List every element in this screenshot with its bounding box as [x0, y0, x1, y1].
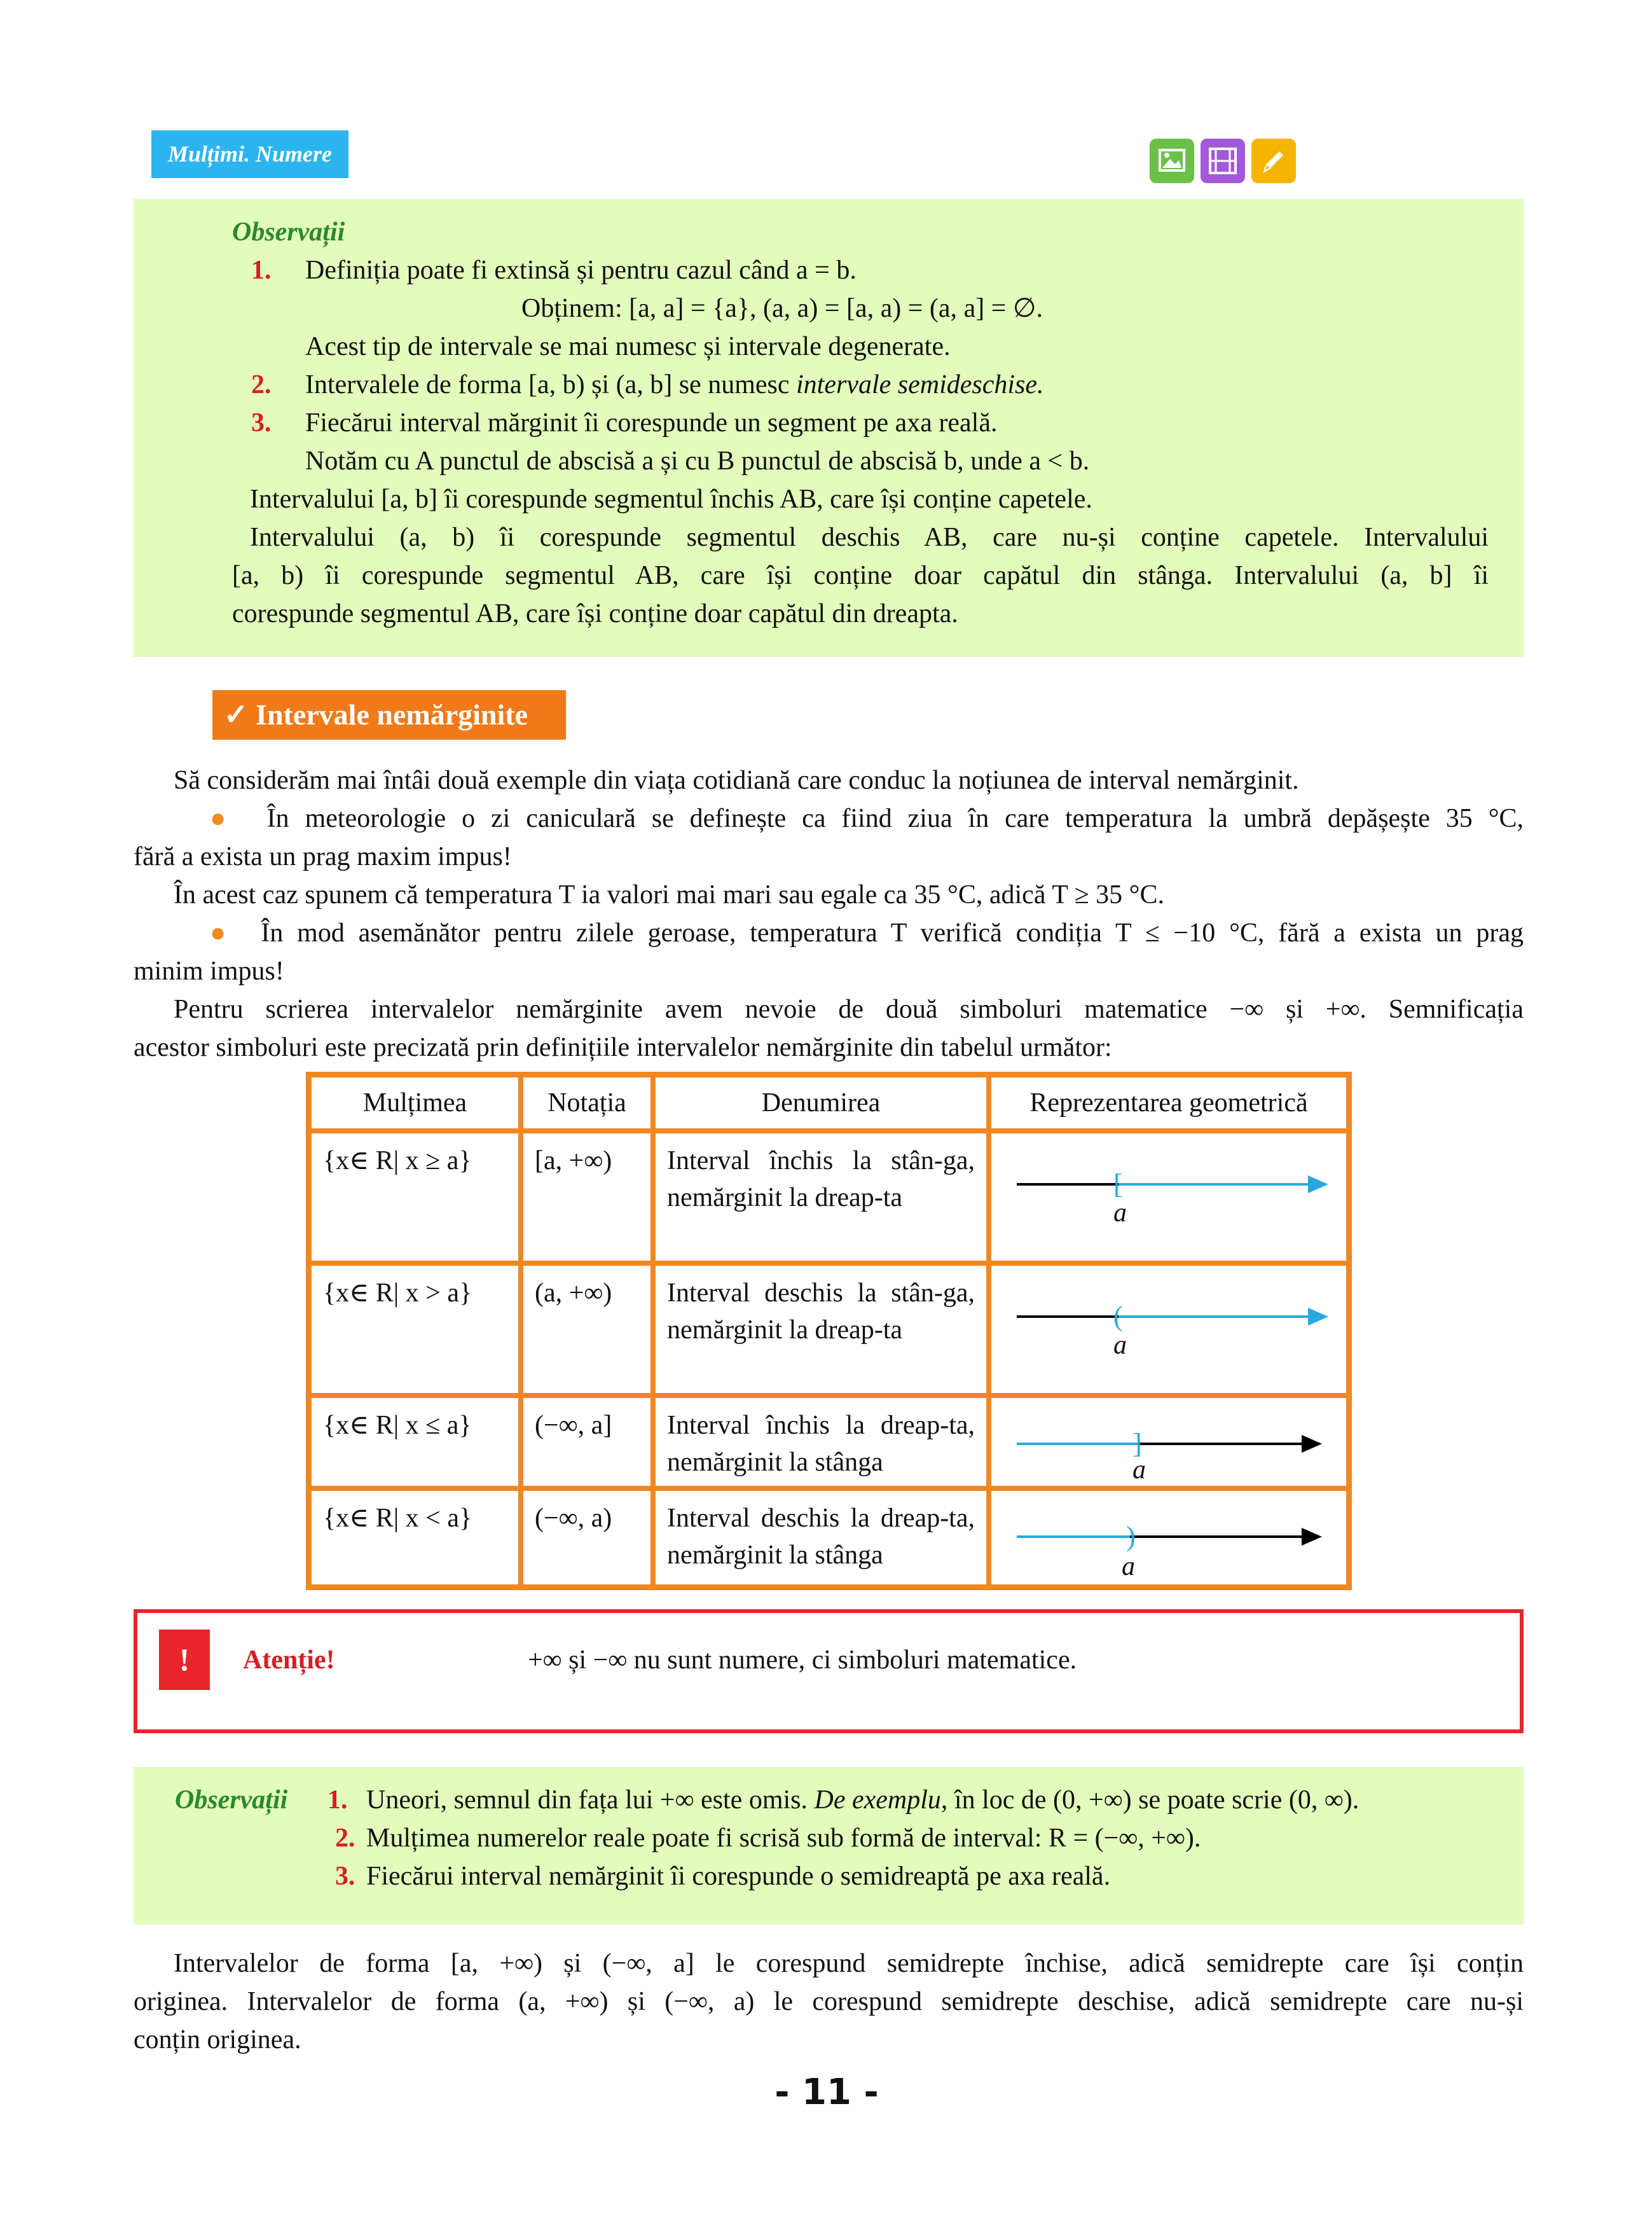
paragraph: Intervalului [a, b] îi corespunde segmentul închis AB, care își conține capetele.	[250, 485, 1092, 514]
bracket-mark: (	[1113, 1301, 1123, 1332]
point-label: a	[1132, 1455, 1146, 1485]
item-formula: Obținem: [a, a] = {a}, (a, a) = [a, a) = (a, a] = ∅.	[521, 294, 1043, 323]
exclamation-icon: !	[159, 1630, 210, 1690]
item-text: Fiecărui interval mărginit îi corespunde un segment pe axa reală.	[305, 408, 998, 438]
item-number: 2.	[335, 1824, 355, 1853]
point-label: a	[1113, 1331, 1127, 1360]
table-cell-name: Interval închis la dreap-ta, nemărginit la stânga	[656, 1398, 986, 1486]
paragraph: Intervalului (a, b) îi corespunde segmentul deschis AB, care nu-și conține capetele. Intervalului	[250, 523, 1489, 552]
table-cell-set: {x∈ R| x < a}	[312, 1491, 518, 1584]
table-cell-name: Interval deschis la dreap-ta, nemărginit la stânga	[656, 1491, 986, 1584]
table-header: Denumirea	[656, 1077, 986, 1128]
paragraph: [a, b) îi corespunde segmentul AB, care își conține doar capătul din stânga. Intervalului (a, b] îi	[232, 561, 1489, 590]
item-number: 1.	[327, 1785, 348, 1815]
table-cell-name: Interval deschis la stân-ga, nemărginit la dreap-ta	[656, 1266, 986, 1393]
table-cell-notation: (−∞, a]	[523, 1398, 650, 1486]
table-header: Notația	[523, 1077, 650, 1128]
item-text: Definiția poate fi extinsă și pentru cazul când a = b.	[305, 256, 857, 285]
paragraph: corespunde segmentul AB, care își conține doar capătul din dreapta.	[232, 599, 958, 628]
table-header: Reprezentarea geometrică	[991, 1077, 1346, 1128]
point-label: a	[1122, 1552, 1135, 1581]
section-heading: ✓ Intervale nemărginite	[212, 690, 566, 740]
page-number: - 11 -	[774, 2072, 879, 2113]
table-cell-notation: [a, +∞)	[523, 1133, 650, 1261]
geometric-representation	[991, 1491, 1346, 1584]
paragraph: acestor simboluri este precizată prin definițiile intervalelor nemărginite din tabelul următor:	[134, 1033, 1112, 1062]
table-cell-notation: (−∞, a)	[523, 1491, 650, 1584]
item-text: Fiecărui interval nemărginit îi corespunde o semidreaptă pe axa reală.	[366, 1862, 1111, 1891]
attention-label: Atenție!	[243, 1645, 335, 1675]
item-text: Notăm cu A punctul de abscisă a și cu B punctul de abscisă b, unde a < b.	[305, 447, 1090, 476]
geometric-representation	[991, 1266, 1346, 1393]
observations-box-2	[134, 1767, 1524, 1925]
paragraph: În acest caz spunem că temperatura T ia valori mai mari sau egale ca 35 °C, adică T ≥ 35 °C.	[174, 880, 1164, 910]
geometric-representation	[991, 1398, 1346, 1486]
paragraph: originea. Intervalelor de forma (a, +∞) și (−∞, a) le corespund semidrepte deschise, adică semidrepte care nu-și	[134, 1987, 1524, 2016]
bracket-mark: ]	[1132, 1428, 1142, 1459]
bracket-mark: [	[1113, 1168, 1123, 1200]
ray-diagram	[991, 1133, 1346, 1261]
bracket-mark: )	[1126, 1521, 1136, 1552]
video-icon[interactable]	[1201, 139, 1245, 183]
bullet-icon: ●	[210, 918, 233, 948]
paragraph: Pentru scrierea intervalelor nemărginite avem nevoie de două simboluri matematice −∞ și +∞. Semnificația	[174, 995, 1524, 1024]
paragraph: Intervalelor de forma [a, +∞) și (−∞, a] le corespund semidrepte închise, adică semidrepte care își conțin	[174, 1949, 1524, 1978]
observations-title: Observații	[175, 1785, 288, 1815]
paragraph: Să considerăm mai întâi două exemple din viața cotidiană care conduc la noțiunea de interval nemărginit.	[174, 766, 1299, 795]
table-cell-name: Interval închis la stân-ga, nemărginit la dreap-ta	[656, 1133, 986, 1261]
table-cell-set: {x∈ R| x ≥ a}	[312, 1133, 518, 1261]
bullet-paragraph: ● În meteorologie o zi caniculară se definește ca fiind ziua în care temperatura la umbră depășește 35 °C,	[210, 804, 1524, 833]
paragraph: conțin originea.	[134, 2025, 301, 2054]
bullet-paragraph: ● În mod asemănător pentru zilele geroase, temperatura T verifică condiția T ≤ −10 °C, fără a exista un prag	[210, 918, 1524, 948]
ray-diagram	[991, 1266, 1346, 1393]
item-text: Intervalele de forma [a, b) și (a, b] se numesc intervale semideschise.	[305, 370, 1044, 399]
item-text: Acest tip de intervale se mai numesc și intervale degenerate.	[305, 332, 951, 361]
pencil-icon[interactable]	[1251, 139, 1296, 183]
item-number: 2.	[251, 370, 272, 399]
point-label: a	[1113, 1198, 1127, 1228]
item-text: Mulțimea numerelor reale poate fi scrisă sub formă de interval: R = (−∞, +∞).	[366, 1824, 1201, 1853]
observations-box-1	[134, 199, 1524, 657]
item-number: 3.	[251, 408, 272, 438]
item-number: 3.	[335, 1862, 355, 1891]
geometric-representation	[991, 1133, 1346, 1261]
intervals-table	[306, 1072, 1352, 1590]
ray-diagram	[991, 1398, 1346, 1486]
item-number: 1.	[251, 256, 272, 285]
table-header: Mulțimea	[312, 1077, 518, 1128]
bullet-icon: ●	[210, 804, 235, 833]
image-icon[interactable]	[1150, 139, 1194, 183]
paragraph: minim impus!	[134, 957, 284, 986]
ray-diagram	[991, 1491, 1346, 1584]
item-text: Uneori, semnul din fața lui +∞ este omis. De exemplu, în loc de (0, +∞) se poate scrie (0, ∞).	[366, 1785, 1359, 1815]
table-cell-set: {x∈ R| x > a}	[312, 1266, 518, 1393]
section-tag: Mulțimi. Numere	[151, 130, 348, 178]
table-cell-set: {x∈ R| x ≤ a}	[312, 1398, 518, 1486]
observations-title: Observații	[232, 218, 345, 247]
paragraph: fără a exista un prag maxim impus!	[134, 842, 512, 871]
attention-text: +∞ și −∞ nu sunt numere, ci simboluri matematice.	[528, 1645, 1077, 1675]
table-cell-notation: (a, +∞)	[523, 1266, 650, 1393]
